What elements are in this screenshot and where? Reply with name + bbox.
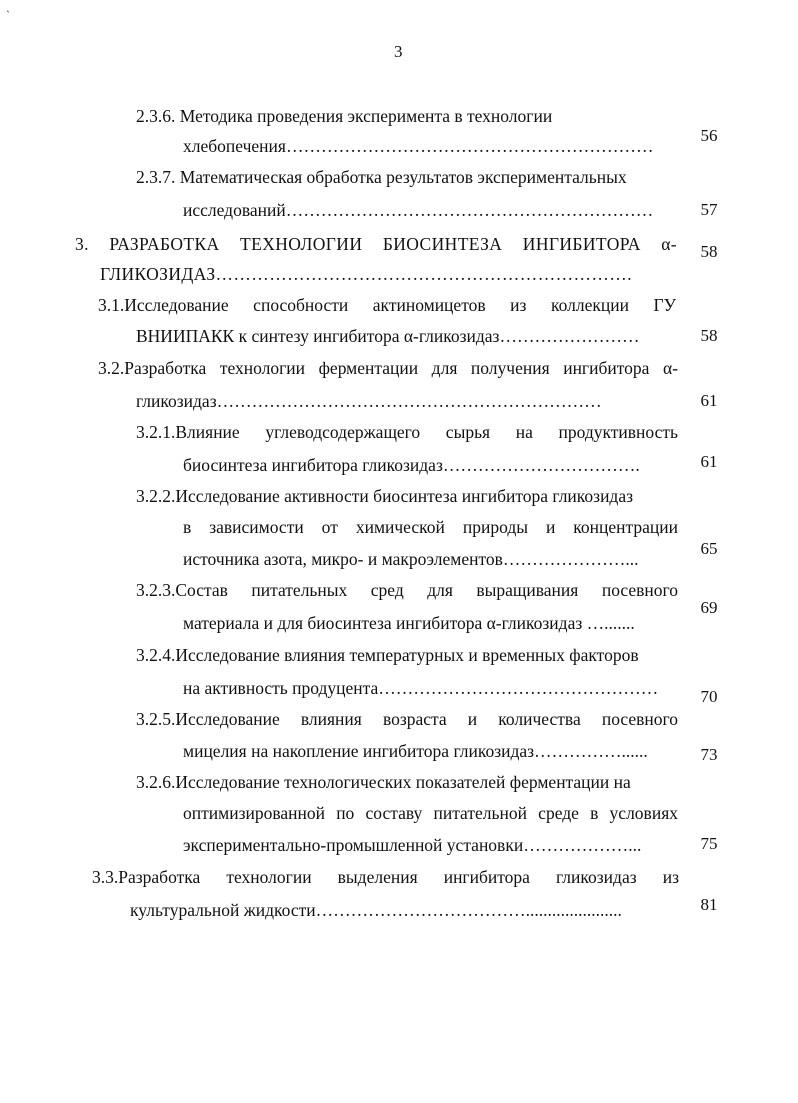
toc-entry-line: 3.2.5.Исследование влияния возраста и количества посевного	[136, 709, 678, 729]
toc-entry-line: гликозидаз…………………………………………………………	[136, 391, 602, 411]
toc-entry-line: 3.2.2.Исследование активности биосинтеза ингибитора гликозидаз	[136, 486, 634, 506]
toc-entry-line: 3.1.Исследование способности актиномицетов из коллекции ГУ	[98, 295, 676, 315]
toc-page-number: 69	[700, 598, 718, 617]
toc-entry-line: 3.2.6.Исследование технологических показателей ферментации на	[136, 772, 631, 792]
toc-entry-line: мицелия на накопление ингибитора гликозидаз……………......	[183, 741, 648, 761]
toc-entry-line: 3.2.4.Исследование влияния температурных и временных факторов	[136, 645, 639, 665]
toc-entry-line: ВНИИПАКК к синтезу ингибитора α-гликозидаз……………………	[136, 326, 640, 346]
toc-entry-line: 2.3.7. Математическая обработка результатов экспериментальных	[136, 167, 627, 187]
toc-page-number: 75	[700, 834, 718, 853]
toc-entry-line: 3.2.3.Состав питательных сред для выращивания посевного	[136, 580, 678, 600]
toc-entry-line: на активность продуцента…………………………………………	[183, 678, 659, 698]
toc-entry-line: материала и для биосинтеза ингибитора α-гликозидаз ….......	[183, 613, 635, 633]
toc-page-number: 73	[700, 745, 718, 764]
toc-entry-line: в зависимости от химической природы и концентрации	[183, 517, 678, 537]
toc-page-number: 70	[700, 687, 718, 706]
toc-page-number: 58	[700, 326, 718, 345]
toc-entry-line: 3. РАЗРАБОТКА ТЕХНОЛОГИИ БИОСИНТЕЗА ИНГИБИТОРА α-	[75, 234, 677, 254]
toc-page-number: 81	[700, 895, 718, 914]
toc-page-number: 61	[700, 452, 718, 471]
toc-entry-line: оптимизированной по составу питательной среде в условиях	[183, 803, 678, 823]
toc-entry-line: 2.3.6. Методика проведения эксперимента в технологии	[136, 106, 553, 126]
toc-page-number: 61	[700, 391, 718, 410]
toc-entry-line: 3.3.Разработка технологии выделения ингибитора гликозидаз из	[92, 867, 679, 887]
toc-page-number: 58	[700, 242, 718, 261]
toc-entry-line: ГЛИКОЗИДАЗ…………………………………………………………….	[100, 264, 632, 284]
toc-entry-line: хлебопечения………………………………………………………	[183, 136, 654, 156]
toc-page-number: 57	[700, 200, 718, 219]
toc-entry-line: 3.2.Разработка технологии ферментации для получения ингибитора α-	[98, 358, 678, 378]
toc-entry-line: биосинтеза ингибитора гликозидаз…………………………….	[183, 455, 640, 475]
toc-entry-line: источника азота, микро- и макроэлементов…………………...	[183, 549, 639, 569]
corner-mark: `	[6, 8, 10, 22]
toc-entry-line: экспериментально-промышленной установки………………...	[183, 835, 642, 855]
toc-entry-line: исследований………………………………………………………	[183, 200, 654, 220]
toc-entry-line: 3.2.1.Влияние углеводсодержащего сырья на продуктивность	[136, 422, 678, 442]
toc-page-number: 65	[700, 539, 718, 558]
page-number: 3	[394, 42, 403, 61]
toc-page-number: 56	[700, 126, 718, 145]
toc-entry-line: культуральной жидкости………………………………......................	[130, 900, 622, 920]
